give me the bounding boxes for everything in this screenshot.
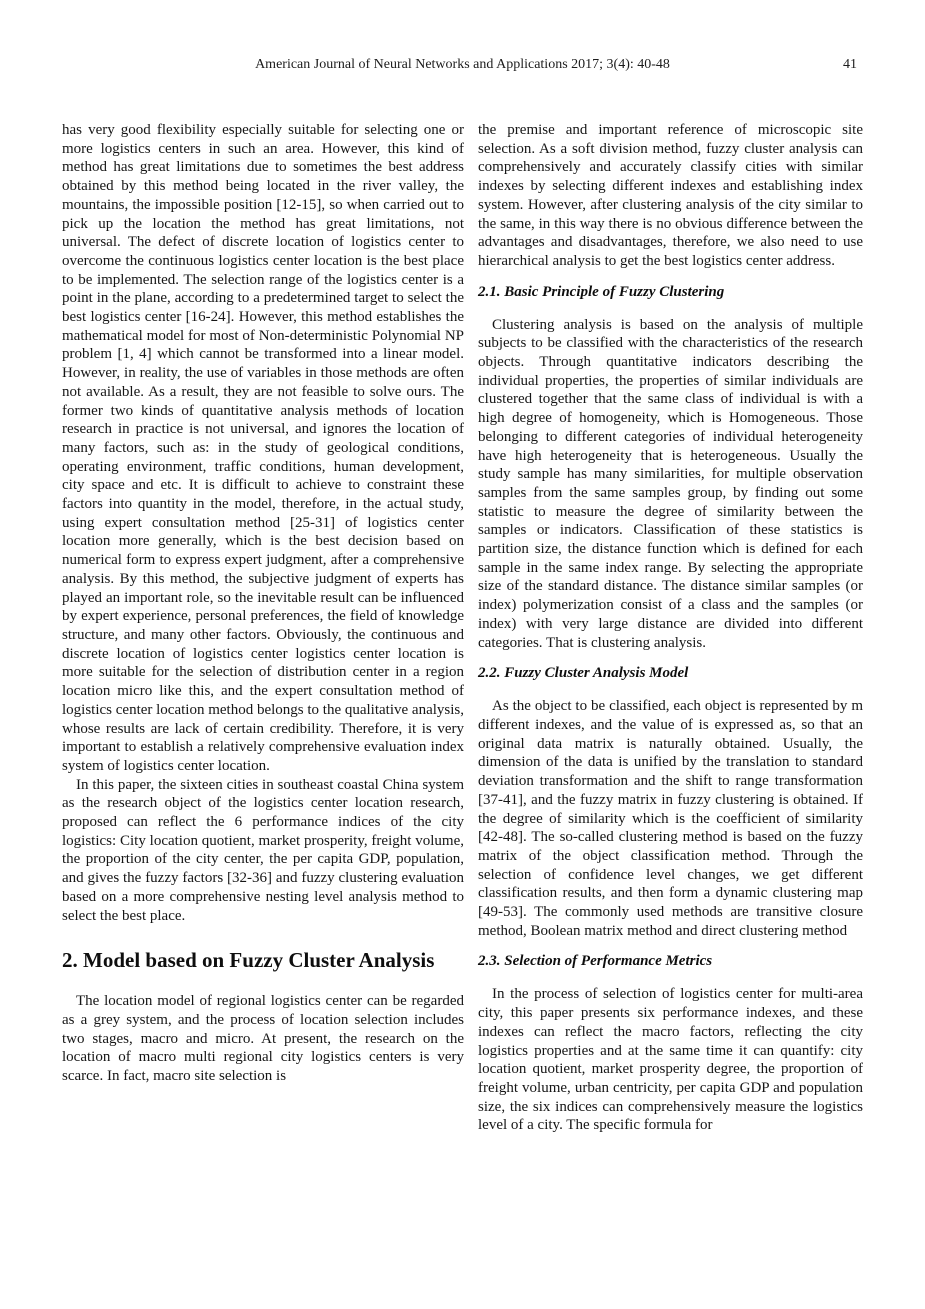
paragraph-clustering-analysis: Clustering analysis is based on the analysis of multiple subjects to be classified with the characteristics of the research objects. Through quantitative indicators describing the individual properties, the properties of similar individuals are clustered together that the same class of individual is with a high degree of homogeneity, which is Homogeneous. Those belonging to different categories of individual heterogeneity have high heterogeneity that is heterogeneous. Usually the study sample has many similarities, for multiple observation samples from the same samples group, by finding out some statistic to measure the degree of similarity between the samples or indicators. Classification of these statistics is partition size, the distance function which is defined for each sample in the same index range. By selecting the appropriate size of the standard distance. The distance similar samples (or index) polymerization consist of a class and the samples (or index) with very large distance are divided into different categories. That is clustering analysis. (478, 316, 863, 651)
right-column (478, 121, 863, 1135)
section-2-1-heading: 2.1. Basic Principle of Fuzzy Clustering (478, 283, 725, 300)
paragraph-object-classified: As the object to be classified, each object is represented by m different indexes, and the value of is expressed as, so that an original data matrix is naturally obtained. Usually, the dimension of the data is unified by the translation to standard deviation transformation and the shift to range transformation [37-41], and the fuzzy matrix in fuzzy clustering is obtained. If the degree of similarity which is the coefficient of similarity [42-48]. The so-called clustering method is based on the fuzzy matrix of the object classification method. Through the selection of confidence level changes, we get different classification results, and then form a dynamic clustering map [49-53]. The commonly used methods are transitive closure method, Boolean matrix method and direct clustering method (478, 698, 863, 939)
two-column-body (62, 121, 863, 1135)
paragraph-process-selection: In the process of selection of logistics center for multi-area city, this paper presents six performance indexes, and these indexes can reflect the macro factors, reflecting the city logistics properties and at the same time it can quantify: city location quotient, market prosperity degree, the proportion of freight volume, urban centricity, per capita GDP and population size, the six indices can comprehensively measure the logistics level of a city. The specific formula for (478, 986, 863, 1134)
left-column (62, 121, 464, 1135)
paragraph-continuation: has very good flexibility especially suitable for selecting one or more logistics centers in such an area. However, this kind of method has great limitations due to sometimes the best address obtained by this method being located in the river valley, the mountains, the impossible position [12-15], so when carried out to pick up the location the method has great limitations, not universal. The defect of discrete location of logistics center to overcome the continuous logistics center location is the best place to be implemented. The selection range of the logistics center is a point in the plane, according to a predetermined target to select the best logistics center [16-24]. However, this method establishes the mathematical model for most of Non-deterministic Polynomial NP problem [1, 4] which cannot be transformed into a linear model. However, in reality, the use of variables in those methods are often not available. As a result, they are not feasible to solve ours. The former two kinds of quantitative analysis methods of location research in practice is not universal, and ignores the location of many factors, such as: in the study of geological conditions, operating environment, traffic conditions, human development, city space and etc. It is difficult to achieve to constraint these factors into quantity in the model, therefore, in the actual study, using expert consultation method [25-31] of logistics center location more generally, which is the best decision based on numerical form to express expert judgment, after a comprehensive analysis. By this method, the subjective judgment of experts has played an important role, so the inevitable result can be influenced by expert experience, personal preferences, the field of knowledge structure, and many other factors. Obviously, the continuous and discrete location of logistics center logistics center location is more suitable for the selection of distribution center in a region location micro like this, and the expert consultation method of logistics center location method belongs to the qualitative analysis, whose results are lack of certain credibility. Therefore, it is very important to establish a relatively comprehensive evaluation index system of logistics center location. (62, 122, 464, 774)
paragraph-location-model: The location model of regional logistics center can be regarded as a grey system, and the process of location selection includes two stages, macro and micro. At present, the research on the location of macro multi regional city logistics centers is very scarce. In fact, macro site selection is (62, 993, 464, 1085)
section-2-3-heading: 2.3. Selection of Performance Metrics (478, 953, 713, 970)
journal-running-header: American Journal of Neural Networks and Applications 2017; 3(4): 40-48 (255, 57, 670, 72)
section-2-2-heading: 2.2. Fuzzy Cluster Analysis Model (478, 665, 689, 682)
page-number: 41 (843, 57, 857, 72)
paragraph-premise: the premise and important reference of microscopic site selection. As a soft division method, fuzzy cluster analysis can comprehensively and accurately classify cities with similar indexes by selecting different indexes and establishing index system. However, after clustering analysis of the city similar to the same, in this way there is no obvious difference between the advantages and disadvantages, therefore, we also need to use hierarchical analysis to get the best logistics center address. (478, 122, 863, 269)
paragraph-in-this-paper: In this paper, the sixteen cities in southeast coastal China system as the research object of the logistics center location research, proposed can reflect the 6 performance indices of the city logistics: City location quotient, market prosperity, freight volume, the proportion of the city center, the per capita GDP, population, and gives the fuzzy factors [32-36] and fuzzy clustering evaluation based on a more comprehensive nesting level analysis method to select the best place. (62, 776, 464, 924)
section-2-heading: 2. Model based on Fuzzy Cluster Analysis (62, 948, 435, 973)
